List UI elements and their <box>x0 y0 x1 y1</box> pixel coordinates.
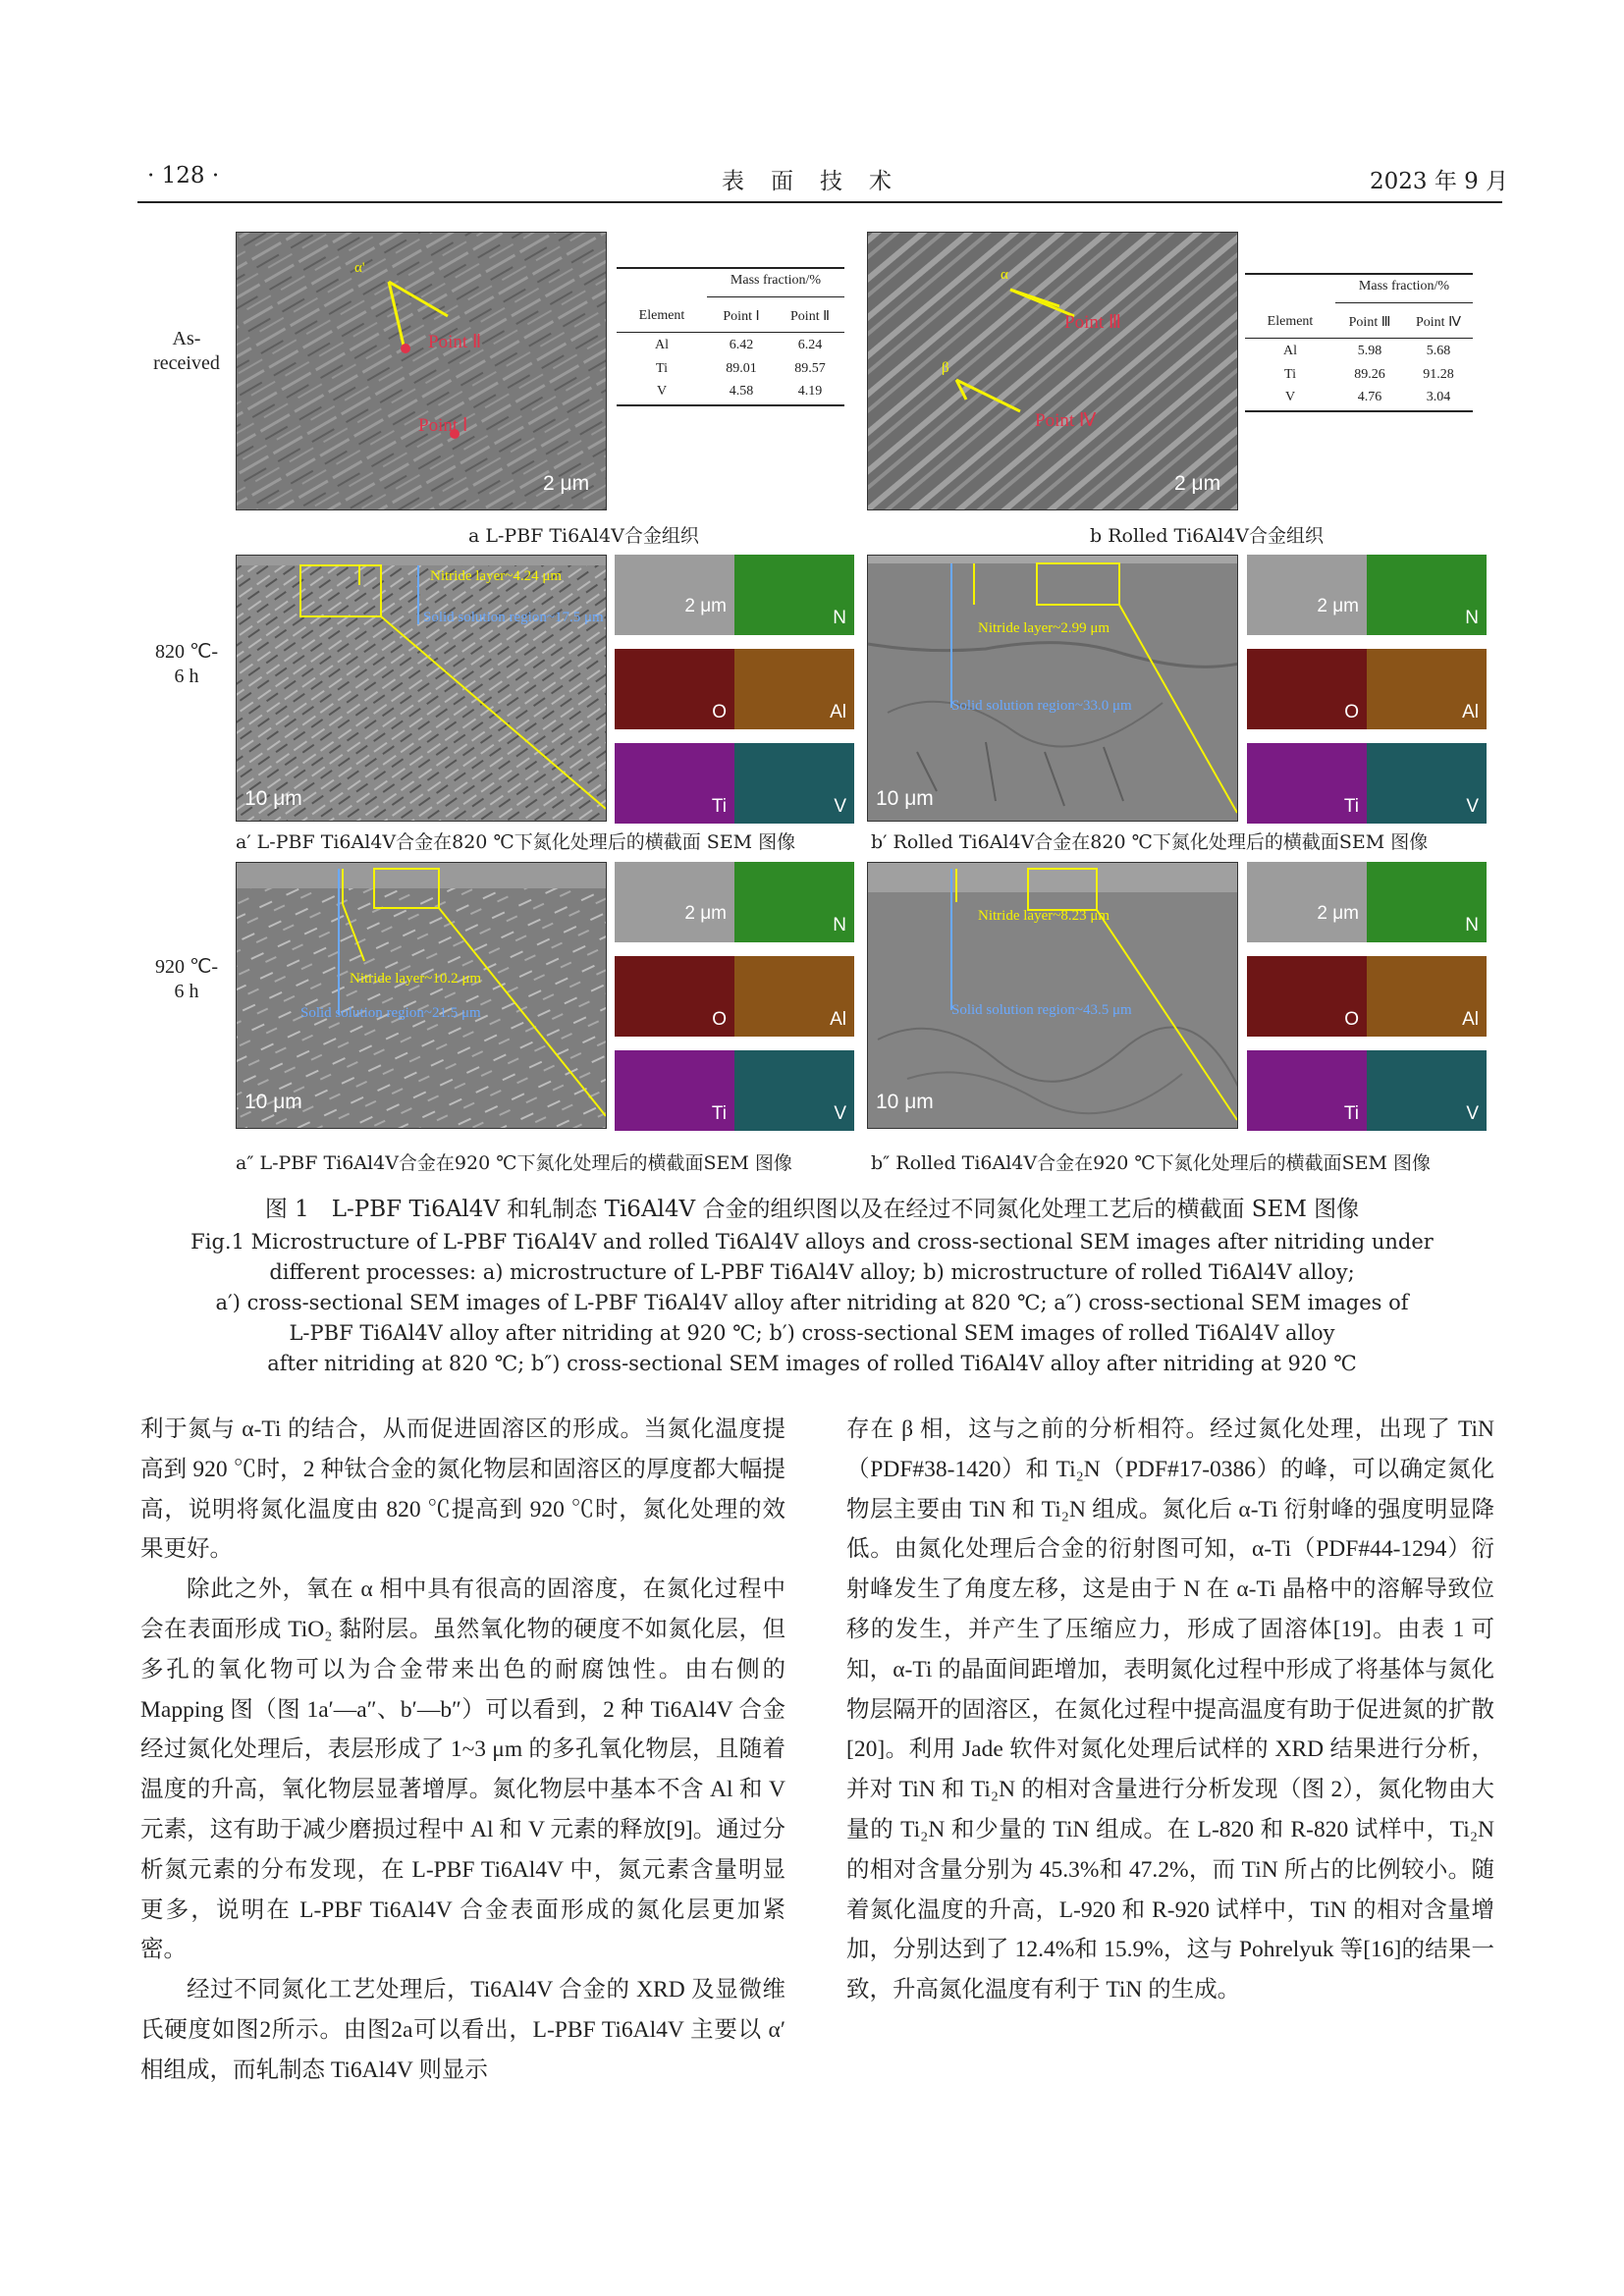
paragraph: 除此之外，氧在 α 相中具有很高的固溶度，在氮化过程中会在表面形成 TiO₂ 黏附层。虽然氧化物的硬度不如氮化层，但多孔的氧化物可以为合金带来出色的耐腐蚀性。由右侧的 Mapping 图（图 1a′—a″、b′—b″）可以看到，2 种 Ti6Al4V 合金经过氮化处理后，表层形成了 1~3 μm 的多孔氧化物层，且随着温度的升高，氧化物层显著增厚。氮化物层中基本不含 Al 和 V 元素，这有助于减少磨损过程中 Al 和 V 元素的释放[9]。通过分析氮元素的分布发现，在 L-PBF Ti6Al4V 中，氮元素含量明显更多，说明在 L-PBF Ti6Al4V 合金表面形成的氮化层更加紧密。 <box>140 1576 785 1963</box>
nitride-layer-label: Nitride layer~8.23 μm <box>978 908 1110 924</box>
map-O-b1 <box>1247 649 1367 729</box>
nitride-layer-label: Nitride layer~2.99 μm <box>978 620 1110 636</box>
table-a-cell: 4.58 <box>729 384 754 399</box>
map-N-b1 <box>1367 555 1487 635</box>
caption-b2: b″ Rolled Ti6Al4V合金在920 ℃下氮化处理后的横截面SEM 图像 <box>871 1152 1432 1174</box>
solid-solution-label: Solid solution region~33.0 μm <box>951 698 1132 714</box>
caption-a1: a′ L-PBF Ti6Al4V合金在820 ℃下氮化处理后的横截面 SEM 图像 <box>236 831 796 853</box>
table-b-header-p3: Point Ⅲ <box>1348 315 1391 330</box>
sem-image-b1 <box>867 555 1238 822</box>
sem-image-a1 <box>236 555 607 822</box>
table-a-header-element: Element <box>638 308 685 323</box>
table-b-header-element: Element <box>1267 314 1314 329</box>
issue-date: 2023 年 9 月 <box>1370 169 1509 194</box>
map-V-a2 <box>734 1050 854 1131</box>
figure-caption-en-5: after nitriding at 820 ℃; b″) cross-sectional SEM images of rolled Ti6Al4V alloy after nitriding at 920 ℃ <box>267 1352 1357 1375</box>
table-b-cell: 4.76 <box>1357 390 1382 404</box>
sem-texture-a2 <box>237 863 607 1129</box>
table-a-cell: 6.42 <box>729 338 754 352</box>
caption-b1: b′ Rolled Ti6Al4V合金在820 ℃下氮化处理后的横截面SEM 图像 <box>871 831 1429 853</box>
table-a-cell: Ti <box>656 361 668 376</box>
map-scale-b1: 2 μm <box>1317 596 1359 616</box>
figure-caption-en-1: Fig.1 Microstructure of L-PBF Ti6Al4V and rolled Ti6Al4V alloys and cross-sectional SEM images after nitriding under <box>190 1230 1434 1254</box>
table-a-subrule <box>707 296 844 297</box>
right-column <box>846 1410 1494 2010</box>
map-Ti-label: Ti <box>711 796 727 817</box>
map-V-b1 <box>1367 743 1487 824</box>
row-label-920: 920 ℃- 6 h <box>154 956 219 1002</box>
figure-caption-en-2: different processes: a) microstructure of L-PBF Ti6Al4V alloy; b) microstructure of rolled Ti6Al4V alloy; <box>269 1260 1355 1284</box>
map-V-a1 <box>734 743 854 824</box>
table-a-cell: 89.57 <box>794 361 826 376</box>
map-N-label: N <box>1465 915 1479 935</box>
beta-label: β <box>942 360 949 376</box>
scale-bar-a: 2 μm <box>543 472 590 495</box>
table-a-mass-fraction: Mass fraction/% <box>730 273 822 288</box>
map-V-label: V <box>1466 1103 1479 1124</box>
map-scale-a2: 2 μm <box>684 903 727 924</box>
map-O-a2 <box>615 956 734 1037</box>
scale-bar-a1: 10 μm <box>244 787 302 810</box>
table-a-header-p2: Point Ⅱ <box>790 309 830 324</box>
table-a-header-p1: Point Ⅰ <box>723 309 760 324</box>
map-N-a1 <box>734 555 854 635</box>
map-Ti-b2 <box>1247 1050 1367 1131</box>
map-sem-a2 <box>615 862 734 942</box>
solid-solution-label: Solid solution region~43.5 μm <box>951 1002 1132 1018</box>
table-b-cell: 5.98 <box>1357 344 1382 358</box>
table-a-cell: V <box>656 384 668 399</box>
sem-texture-a1 <box>237 556 607 822</box>
table-b-cell: 3.04 <box>1426 390 1451 404</box>
header-rule <box>137 201 1502 203</box>
figure-caption-cn: 图 1 L-PBF Ti6Al4V 和轧制态 Ti6Al4V 合金的组织图以及在经过不同氮化处理工艺后的横截面 SEM 图像 <box>264 1197 1360 1222</box>
sem-texture-b2 <box>868 863 1238 1129</box>
map-Ti-b1 <box>1247 743 1367 824</box>
map-O-label: O <box>712 1009 727 1030</box>
table-b-cell: 5.68 <box>1426 344 1451 358</box>
table-a-cell: 6.24 <box>797 338 823 352</box>
paragraph: 存在 β 相，这与之前的分析相符。经过氮化处理，出现了 TiN（PDF#38-1420）和 Ti₂N（PDF#17-0386）的峰，可以确定氮化物层主要由 TiN 和 Ti₂N 组成。氮化后 α-Ti 衍射峰的强度明显降低。由氮化处理后合金的衍射图可知，α-Ti（PDF#44-1294）衍射峰发生了角度左移，这是由于 N 在 α-Ti 晶格中的溶解导致位移的发生，并产生了压缩应力，形成了固溶体[19]。由表 1 可知，α-Ti 的晶面间距增加，表明氮化过程中形成了将基体与氮化物层隔开的固溶区，在氮化过程中提高温度有助于促进氮的扩散[20]。利用 Jade 软件对氮化处理后试样的 XRD 结果进行分析，并对 TiN 和 Ti₂N 的相对含量进行分析发现（图 2），氮化物由大量的 Ti₂N 和少量的 TiN 组成。在 L-820 和 R-820 试样中，Ti₂N 的相对含量分别为 45.3%和 47.2%，而 TiN 所占的比例较小。随着氮化温度的升高，L-920 和 R-920 试样中，TiN 的相对含量增加，分别达到了 12.4%和 15.9%，这与 Pohrelyuk 等[16]的结果一致，升高氮化温度有利于 TiN 的生成。 <box>846 1416 1494 2003</box>
map-sem-b2 <box>1247 862 1367 942</box>
sem-texture-b1 <box>868 556 1238 822</box>
caption-a: a L-PBF Ti6Al4V合金组织 <box>468 525 699 547</box>
map-Ti-label: Ti <box>1343 796 1359 817</box>
table-b-cell: Ti <box>1284 367 1296 382</box>
point-4-label: Point Ⅳ <box>1035 410 1097 431</box>
map-Al-a1 <box>734 649 854 729</box>
point-2-label: Point Ⅱ <box>428 332 482 352</box>
map-N-label: N <box>833 915 846 935</box>
alpha-label: α <box>1001 267 1008 283</box>
point-1-label: Point Ⅰ <box>418 415 468 436</box>
table-b-header-rule <box>1245 338 1473 339</box>
alpha-prime-label: α' <box>354 260 365 276</box>
map-V-b2 <box>1367 1050 1487 1131</box>
table-a-cell: 89.01 <box>726 361 757 376</box>
caption-b: b Rolled Ti6Al4V合金组织 <box>1090 525 1324 547</box>
sem-texture-b <box>868 233 1238 510</box>
journal-title: 表 面 技 术 <box>722 169 893 194</box>
map-Ti-a2 <box>615 1050 734 1131</box>
row-label-as-received: As- received <box>153 328 220 374</box>
map-sem-b1 <box>1247 555 1367 635</box>
scale-bar-b: 2 μm <box>1174 472 1221 495</box>
map-V-label: V <box>834 796 846 817</box>
scale-bar-b1: 10 μm <box>876 787 934 810</box>
map-O-a1 <box>615 649 734 729</box>
table-b-mass-fraction: Mass fraction/% <box>1358 279 1450 294</box>
sem-texture-a <box>237 233 607 510</box>
table-a-cell: Al <box>655 338 669 352</box>
scale-bar-b2: 10 μm <box>876 1091 934 1113</box>
page-number: · 128 · <box>147 163 220 188</box>
map-Al-a2 <box>734 956 854 1037</box>
map-N-label: N <box>833 608 846 628</box>
table-a-header-rule <box>617 332 844 333</box>
paragraph: 经过不同氮化工艺处理后，Ti6Al4V 合金的 XRD 及显微维氏硬度如图2所示。由图2a可以看出，L-PBF Ti6Al4V 主要以 α′相组成，而轧制态 Ti6Al4V 则显示 <box>140 1977 785 2083</box>
table-b-subrule <box>1335 302 1473 303</box>
map-Al-b2 <box>1367 956 1487 1037</box>
map-O-label: O <box>1344 1009 1359 1030</box>
map-N-label: N <box>1465 608 1479 628</box>
map-Al-b1 <box>1367 649 1487 729</box>
left-column <box>140 1410 785 2091</box>
solid-solution-label: Solid solution region~21.5 μm <box>300 1005 481 1021</box>
map-O-label: O <box>1344 702 1359 722</box>
map-O-label: O <box>712 702 727 722</box>
map-Ti-label: Ti <box>1343 1103 1359 1124</box>
map-Al-label: Al <box>1462 702 1479 722</box>
row-label-820: 820 ℃- 6 h <box>154 641 219 687</box>
nitride-layer-label: Nitride layer~10.2 μm <box>350 971 482 987</box>
map-N-a2 <box>734 862 854 942</box>
map-O-b2 <box>1247 956 1367 1037</box>
table-a <box>617 267 844 406</box>
caption-a2: a″ L-PBF Ti6Al4V合金在920 ℃下氮化处理后的横截面SEM 图像 <box>236 1152 792 1174</box>
paragraph: 利于氮与 α-Ti 的结合，从而促进固溶区的形成。当氮化温度提高到 920 ℃时，2 种钛合金的氮化物层和固溶区的厚度都大幅提高，说明将氮化温度由 820 ℃提高到 920 ℃时，氮化处理的效果更好。 <box>140 1416 785 1563</box>
table-b-header-p4: Point Ⅳ <box>1416 315 1461 330</box>
sem-image-a <box>236 232 607 510</box>
map-Al-label: Al <box>1462 1009 1479 1030</box>
figure-caption-en-4: L-PBF Ti6Al4V alloy after nitriding at 920 ℃; b′) cross-sectional SEM images of rolled Ti6Al4V alloy <box>289 1321 1335 1345</box>
map-sem-a1 <box>615 555 734 635</box>
map-Al-label: Al <box>830 1009 846 1030</box>
sem-image-b2 <box>867 862 1238 1129</box>
figure-caption-en-3: a′) cross-sectional SEM images of L-PBF Ti6Al4V alloy after nitriding at 820 ℃; a″) cross-sectional SEM images of <box>215 1291 1409 1314</box>
map-scale-a1: 2 μm <box>684 596 727 616</box>
table-b <box>1245 273 1473 412</box>
point-3-label: Point Ⅲ <box>1064 312 1121 333</box>
sem-image-a2 <box>236 862 607 1129</box>
map-Ti-label: Ti <box>711 1103 727 1124</box>
map-Al-label: Al <box>830 702 846 722</box>
sem-image-b <box>867 232 1238 510</box>
solid-solution-label: Solid solution region~17.5 μm <box>423 610 604 625</box>
table-b-cell: 89.26 <box>1354 367 1385 382</box>
table-b-cell: Al <box>1283 344 1297 358</box>
map-V-label: V <box>834 1103 846 1124</box>
table-b-cell: 91.28 <box>1423 367 1454 382</box>
map-V-label: V <box>1466 796 1479 817</box>
map-N-b2 <box>1367 862 1487 942</box>
scale-bar-a2: 10 μm <box>244 1091 302 1113</box>
nitride-layer-label: Nitride layer~4.24 μm <box>430 568 563 584</box>
table-a-cell: 4.19 <box>797 384 823 399</box>
map-Ti-a1 <box>615 743 734 824</box>
table-b-cell: V <box>1284 390 1296 404</box>
map-scale-b2: 2 μm <box>1317 903 1359 924</box>
